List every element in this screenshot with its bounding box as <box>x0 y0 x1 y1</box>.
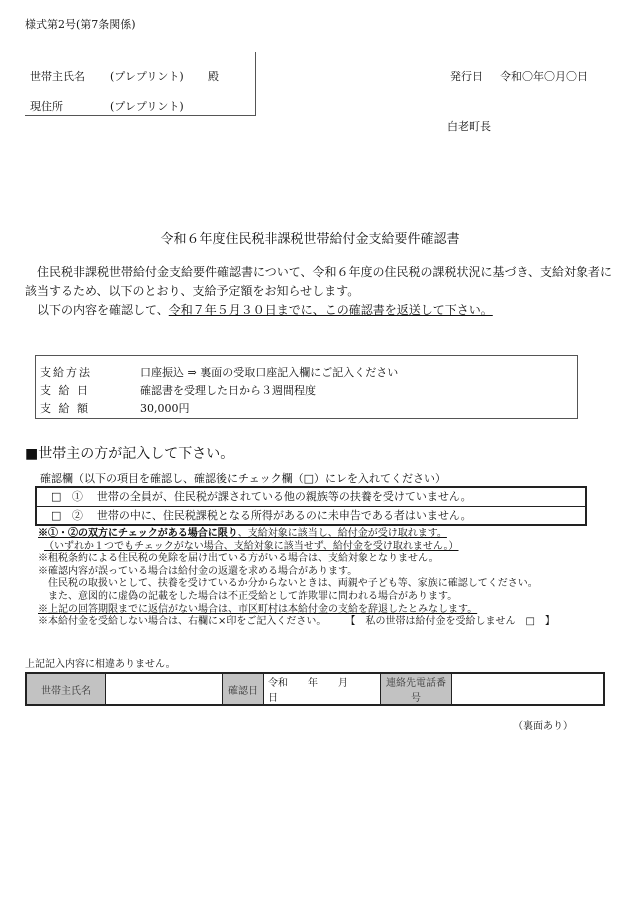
note-7: ※上記の回答期限までに返信がない場合は、市区町村は本給付金の支給を辞退したとみなします。 <box>38 603 478 615</box>
issue-date-label: 発行日 <box>450 70 483 83</box>
note-1: ※①・②の双方にチェックがある場合に限り、支給対象に該当し、給付金が受け取れます。 <box>38 528 447 539</box>
note-4: ※確認内容が誤っている場合は給付金の返還を求める場合があります。 <box>38 565 358 577</box>
checklist-box <box>35 486 587 526</box>
check-item-2: □ ② 世帯の中に、住民税課税となる所得があるのに未申告である者はいません。 <box>37 506 585 525</box>
note-3: ※租税条約による住民税の免除を届け出ている方がいる場合は、支給対象となりません。 <box>38 553 439 565</box>
check-instruction: 確認欄（以下の項目を確認し、確認後にチェック欄（□）にレを入れてください） <box>40 472 447 485</box>
address-value: (プレプリント) <box>110 100 184 113</box>
check-item-1: □ ① 世帯の全員が、住民税が課されている他の親族等の扶養を受けていません。 <box>51 490 472 503</box>
summary-row-amount: 支 給 額 30,000円 <box>40 402 190 415</box>
confirmation-date-label: 確認日 <box>223 673 264 705</box>
document-title: 令和６年度住民税非課税世帯給付金支給要件確認書 <box>160 232 460 247</box>
confirmation-text: 上記記入内容に相違ありません。 <box>25 659 176 670</box>
householder-name-field[interactable] <box>106 673 223 705</box>
note-6: また、意図的に虚偽の記載をした場合は不正受給として詐欺罪に問われる場合があります。 <box>48 590 458 602</box>
signature-table <box>25 672 605 706</box>
intro-line-3 <box>37 301 493 318</box>
notes <box>38 528 555 629</box>
reverse-note: （裏面あり） <box>513 721 573 732</box>
phone-label: 連絡先電話番号 <box>381 673 452 705</box>
issuer-name: 白老町長 <box>447 120 491 133</box>
issue-date-value: 令和〇年〇月〇日 <box>500 70 588 83</box>
honorific: 殿 <box>208 70 219 83</box>
phone-field[interactable] <box>452 673 605 705</box>
householder-name-label: 世帯主氏名 <box>26 673 106 705</box>
summary-row-date: 支 給 日 確認書を受理した日から３週間程度 <box>40 384 316 397</box>
recipient-name-value: (プレプリント) <box>110 70 184 83</box>
note-5: 住民税の取扱いとして、扶養を受けているか分からないときは、両親や子ども等、家族に確認してください。 <box>48 578 538 590</box>
intro-line-2: 該当するため、以下のとおり、支給予定額をお知らせします。 <box>25 284 360 298</box>
intro-line-3-prefix: 以下の内容を確認して、 <box>37 303 169 317</box>
address-label: 現住所 <box>30 100 63 113</box>
return-deadline: 令和７年５月３０日までに、この確認書を返送して下さい。 <box>168 303 493 317</box>
note-2: （いずれか１つでもチェックがない場合、支給対象に該当せず、給付金を受け取れません。） <box>44 540 459 552</box>
intro-line-1: 住民税非課税世帯給付金支給要件確認書について、令和６年度の住民税の課税状況に基づき、支給対象者に <box>37 265 613 279</box>
recipient-name-label: 世帯主氏名 <box>30 70 85 83</box>
confirmation-date-field[interactable]: 令和 年 月 日 <box>264 673 381 705</box>
checkbox-2[interactable]: □ <box>51 509 62 522</box>
decline-checkbox[interactable]: 【 私の世帯は給付金を受給しません □ 】 <box>345 616 555 628</box>
form-number: 様式第2号(第7条関係) <box>25 18 136 31</box>
summary-row-method: 支給方法 口座振込 ⇒ 裏面の受取口座記入欄にご記入ください <box>40 366 399 379</box>
payment-summary-box <box>35 355 578 419</box>
section-heading: ■世帯主の方が記入して下さい。 <box>25 446 235 462</box>
checkbox-1[interactable]: □ <box>51 490 62 503</box>
note-8: ※本給付金を受給しない場合は、右欄に×印をご記入ください。 【 私の世帯は給付金を受給しません □ 】 <box>38 616 555 628</box>
